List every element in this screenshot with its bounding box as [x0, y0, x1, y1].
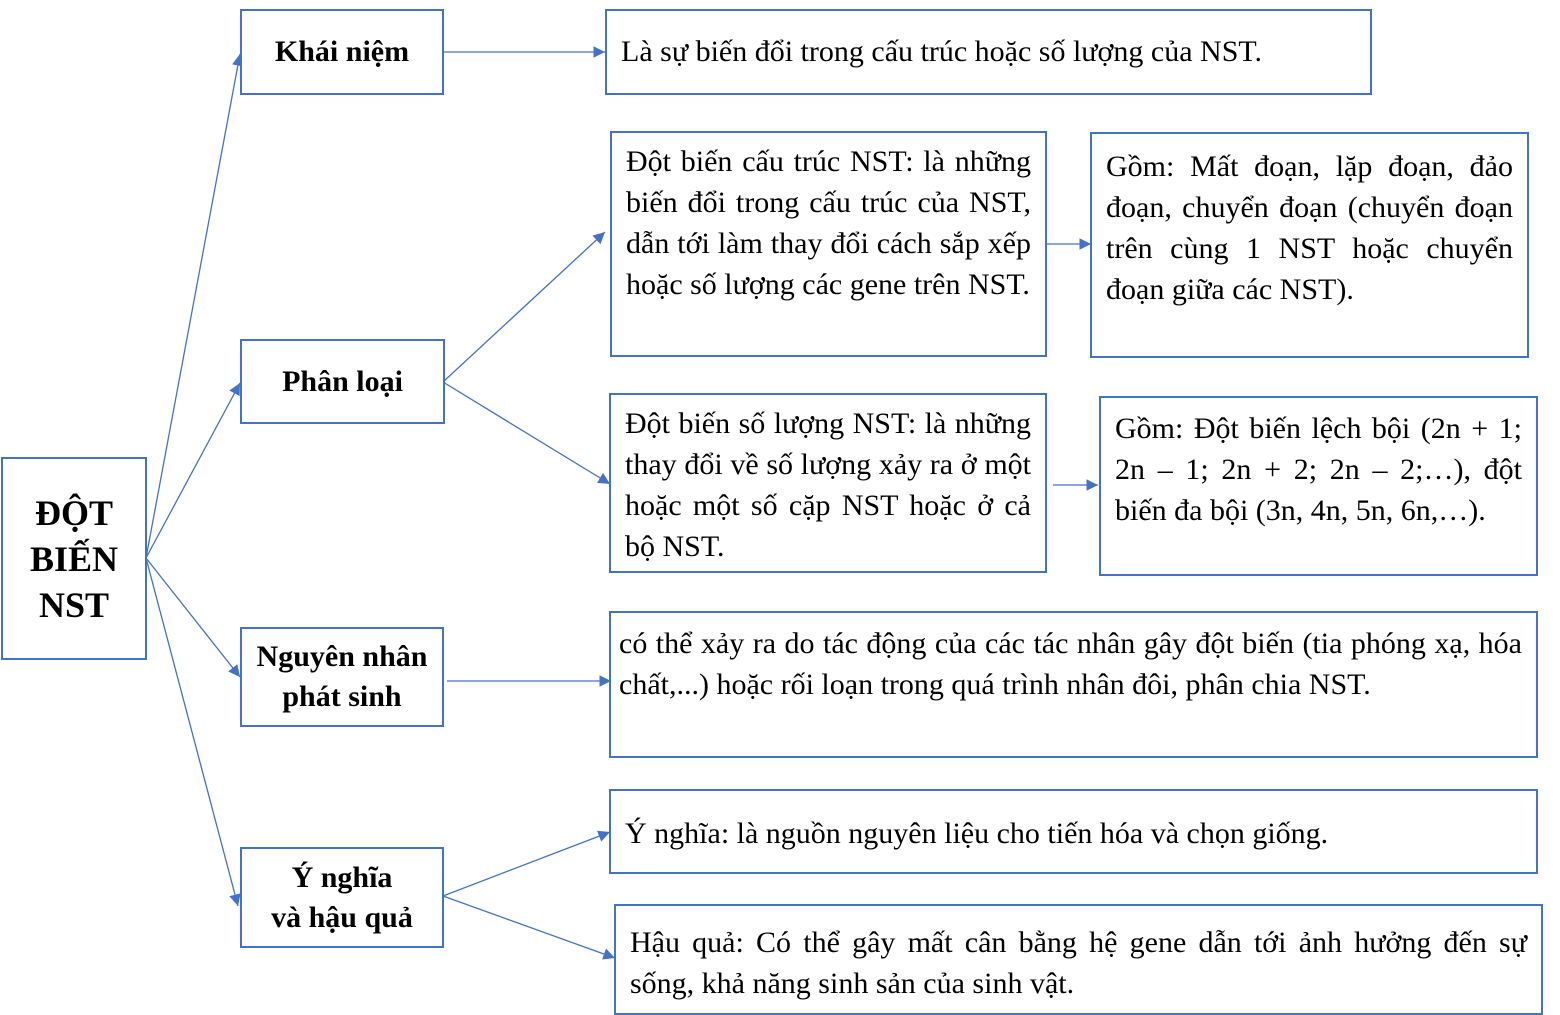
- node-nguyen-nhan-line-1: Nguyên nhân: [256, 640, 428, 673]
- content-dot-bien-so-luong: [609, 393, 1047, 573]
- node-phan-loai-label: Phân loại: [282, 364, 403, 398]
- content-hau-qua-text: Hậu quả: Có thể gây mất cân bằng hệ gene dẫn tới ảnh hưởng đến sự sống, khả năng sinh sản của sinh vật.: [630, 926, 1527, 1000]
- node-khai-niem-label: Khái niệm: [274, 35, 410, 68]
- root-line-1: ĐỘT: [34, 492, 113, 533]
- content-nguyen-nhan: [609, 611, 1538, 758]
- arrow-phan-loai-so-luong: [443, 382, 610, 484]
- content-cau-truc-gom-text: Gồm: Mất đoạn, lặp đoạn, đảo đoạn, chuyển đoạn (chuyển đoạn trên cùng 1 NST hoặc chuyển đoạn giữa các NST).: [1106, 150, 1513, 306]
- content-so-luong-text: Đột biến số lượng NST: là những thay đổi về số lượng xảy ra ở một hoặc một số cặp NST hoặc ở cả bộ NST.: [625, 407, 1031, 563]
- content-hau-qua: [614, 904, 1543, 1015]
- node-nguyen-nhan: [240, 627, 444, 727]
- node-khai-niem: [240, 9, 444, 95]
- content-y-nghia-text: Ý nghĩa: là nguồn nguyên liệu cho tiến hóa và chọn giống.: [625, 817, 1329, 850]
- arrow-root-to-y-nghia: [146, 558, 238, 906]
- arrow-y-nghia-content: [443, 832, 610, 896]
- root-line-2: BIẾN: [29, 538, 119, 579]
- arrow-root-to-nguyen-nhan: [146, 558, 240, 677]
- content-y-nghia: [609, 789, 1538, 874]
- arrow-hau-qua-content: [443, 896, 615, 958]
- arrow-root-to-khai-niem: [146, 54, 240, 558]
- node-phan-loai: [240, 339, 445, 424]
- content-so-luong-gom: [1099, 396, 1538, 576]
- content-cau-truc-text: Đột biến cấu trúc NST: là những biến đổi trong cấu trúc của NST, dẫn tới làm thay đổi cách sắp xếp hoặc số lượng các gene trên NST.: [626, 145, 1031, 301]
- content-so-luong-gom-text: Gồm: Đột biến lệch bội (2n + 1; 2n – 1; 2n + 2; 2n – 2;…), đột biến đa bội (3n, 4n, 5n, 6n,…).: [1115, 412, 1522, 527]
- node-nguyen-nhan-line-2: phát sinh: [282, 680, 402, 713]
- node-y-nghia-line-2: và hậu quả: [271, 900, 413, 934]
- content-cau-truc-gom: [1090, 132, 1529, 358]
- content-nguyen-nhan-text: có thể xảy ra do tác động của các tác nhân gây đột biến (tia phóng xạ, hóa chất,...) hoặc rối loạn trong quá trình nhân đôi, phân chia NST.: [619, 627, 1522, 701]
- node-y-nghia-line-1: Ý nghĩa: [291, 860, 393, 894]
- root-node: [1, 457, 147, 660]
- content-khai-niem-text: Là sự biến đổi trong cấu trúc hoặc số lượng của NST.: [621, 35, 1263, 68]
- content-dot-bien-cau-truc: [610, 131, 1047, 357]
- arrow-phan-loai-cau-truc: [443, 232, 605, 382]
- node-y-nghia: [240, 847, 444, 948]
- content-khai-niem: [605, 9, 1372, 95]
- arrow-root-to-phan-loai: [146, 383, 240, 558]
- root-line-3: NST: [38, 584, 110, 625]
